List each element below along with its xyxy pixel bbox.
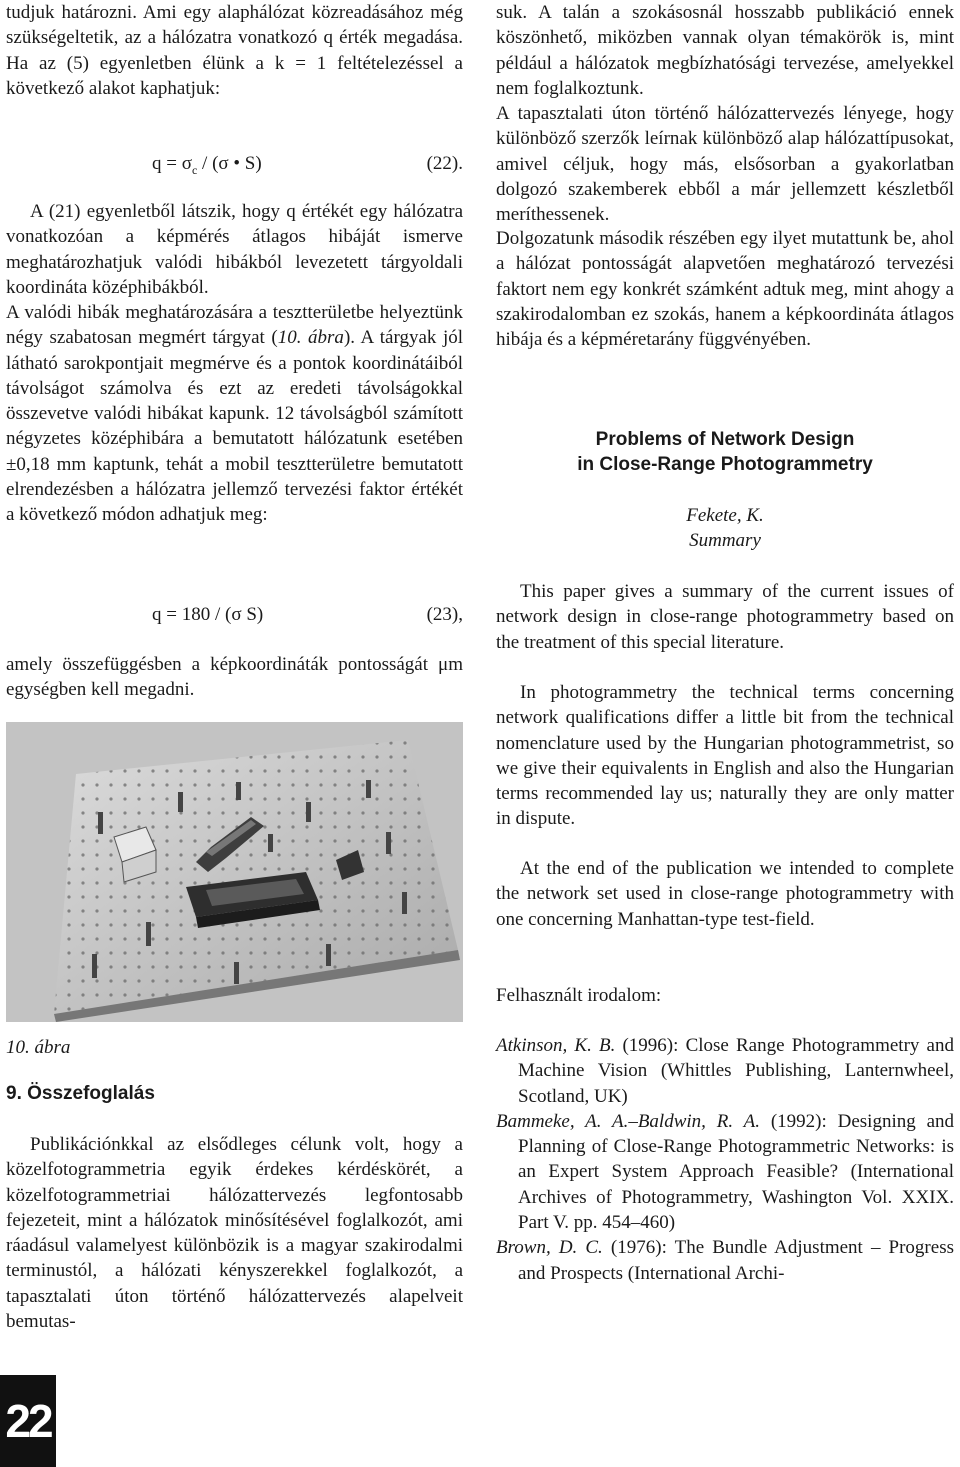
english-title bbox=[496, 427, 954, 478]
paragraph: Dolgozatunk második részében egy ilyet mutattunk be, ahol a hálózat pontosságát alapvetően meghatározó tervezési faktort nem egy konkrét számként adtuk meg, mint ahogy a szakirodalomban ez szokás, hanem a képkoordináta átlagos hibája és a képméretarány függvényében. bbox=[496, 228, 954, 351]
references-list bbox=[496, 1033, 954, 1286]
paragraph: A tapasztalati úton történő hálózattervezés lényege, hogy különböző szerzők leírnak különböző alap hálózattípusokat, amivel céljuk, hogy más, elsősorban a gyakorlatban dolgozó szakemberek ebből a már jellemzett készletből meríthessenek. bbox=[496, 103, 954, 226]
paragraph: A valódi hibák meghatározására a tesztterületbe helyeztünk négy szabatosan megmért tárgyat (10. ábra). A tárgyak jól látható sarokpontjait megmérve és a pontok koordinátáiból távolságot számolva és ezt az eredeti távolságokkal összevetve valódi hibákat kapunk. 12 távolságból számított négyzetes középhibára a bemutatott hálózatunk esetében ±0,18 mm kaptunk, tehát a mobil tesztterületre bemutatott elrendezésben a hálózatra jellemző tervezési faktor értékét a következő módon adhatjuk meg: bbox=[6, 302, 463, 526]
equation-23 bbox=[6, 602, 463, 628]
references-heading: Felhasznált irodalom: bbox=[496, 985, 662, 1006]
figure-photograph bbox=[6, 722, 463, 1022]
paragraph: suk. A talán a szokásosnál hosszabb publikáció ennek köszönhető, miközben vannak olyan témakörök is, mint például a hálózatok megbízhatósági tervezése, amelyekkel nem foglalkoztunk. bbox=[496, 2, 954, 99]
author: Fekete, K. bbox=[686, 505, 764, 526]
summary-label: Summary bbox=[689, 530, 761, 551]
reference-item: Brown, D. C. (1976): The Bundle Adjustment – Progress and Prospects (International Archi- bbox=[496, 1237, 954, 1284]
title-line: in Close-Range Photogrammetry bbox=[577, 454, 873, 476]
section-heading: 9. Összefoglalás bbox=[6, 1083, 155, 1104]
paragraph: amely összefüggésben a képkoordináták pontosságát μm egységben kell megadni. bbox=[6, 654, 463, 701]
summary-paragraph: In photogrammetry the technical terms concerning network qualifications differ a little bit from the technical nomenclature used by the Hungarian photogrammetrist, so we give their equivalents in English and also the Hungarian terms recommended lay us; naturally they are only matter in dispute. bbox=[496, 682, 954, 830]
page-number: 22 bbox=[0, 1375, 56, 1467]
paragraph: tudjuk határozni. Ami egy alaphálózat közreadásához még szükségeltetik, az a hálózatra vonatkozó q érték megadása. Ha az (5) egyenletben élünk a k = 1 feltételezéssel a következő alakot kaphatjuk: bbox=[6, 2, 463, 99]
figure-reference: 10. ábra bbox=[277, 327, 344, 349]
summary-paragraph: At the end of the publication we intended to complete the network set used in close-range photogrammetry with one concerning Manhattan-type test-field. bbox=[496, 858, 954, 930]
figure-caption: 10. ábra bbox=[6, 1037, 71, 1058]
title-line: Problems of Network Design bbox=[595, 429, 855, 450]
equation-expression: q = 180 / (σ S) bbox=[152, 604, 264, 625]
paragraph: Publikációnkkal az elsődleges célunk volt, hogy a közelfotogrammetria egyik érdekes kérdéskörét, a közelfotogrammetriai hálózattervezés legfontosabb fejezeteit, mint a hálózatok minősítésével foglalkozót, ami ráadásul valamelyest különbözik is a magyar szakirodalmi terminustól, a hálózati kényszerekkel foglalkozót, a tapasztalati úton történő hálózattervezés alapelveit bemutas- bbox=[6, 1134, 463, 1333]
equation-number: (22). bbox=[426, 153, 463, 174]
equation-22 bbox=[6, 151, 463, 177]
paragraph: A (21) egyenletből látszik, hogy q értékét egy hálózatra vonatkozóan a képmérés átlagos hibáját ismerve meghatározhatjuk valódi hibákból levezetett tárgyoldali koordináta középhibákból. bbox=[6, 201, 463, 298]
reference-item: Atkinson, K. B. (1996): Close Range Photogrammetry and Machine Vision (Whittles Publishing, Lanternwheel, Scotland, UK) bbox=[496, 1035, 954, 1107]
summary-paragraph: This paper gives a summary of the current issues of network design in close-range photogrammetry based on the treatment of this special literature. bbox=[496, 581, 954, 653]
equation-expression: $q = \sigma_c / (\sigma$ • S) bbox=[152, 153, 262, 177]
reference-item: Bammeke, A. A.–Baldwin, R. A. (1992): Designing and Planning of Close-Range Photogrammetric Networks: is an Expert System Approach Feasible? (International Archives of Photogrammetry, Washington Vol. XXIX. Part V. pp. 454–460) bbox=[496, 1110, 955, 1234]
equation-number: (23), bbox=[426, 604, 463, 625]
test-field-photo bbox=[6, 722, 463, 1022]
